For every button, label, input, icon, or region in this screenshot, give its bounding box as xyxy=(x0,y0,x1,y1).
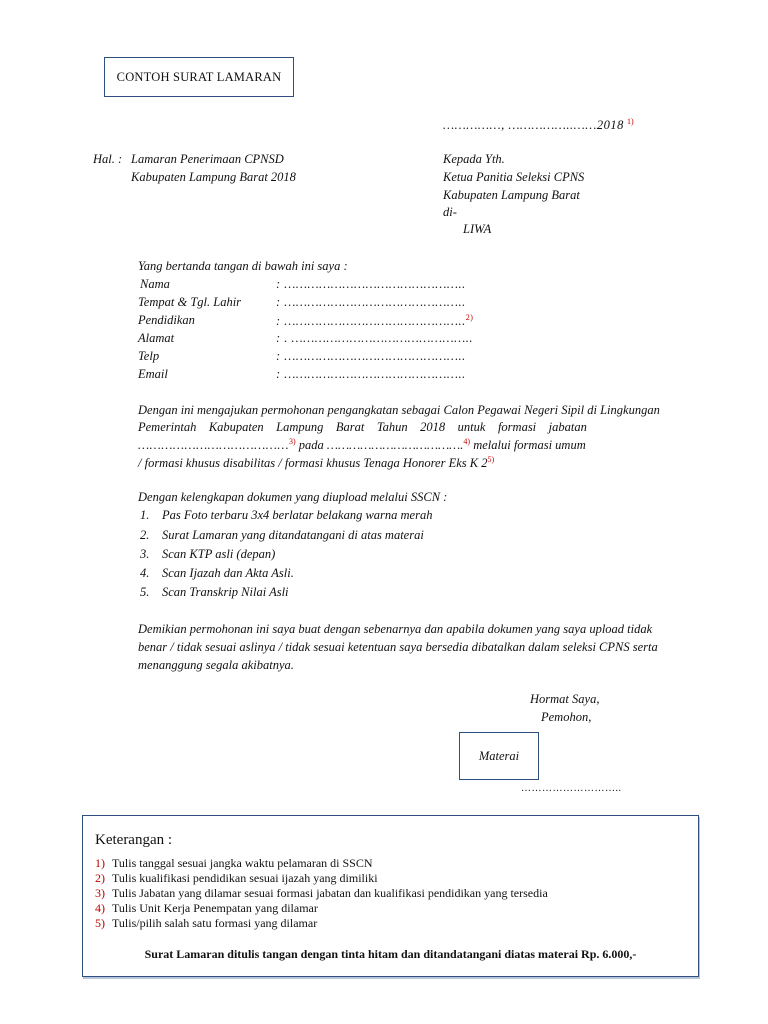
paragraph-1-line-4: / formasi khusus disabilitas / formasi khusus Tenaga Honorer Eks K 2$^{5)}$ xyxy=(138,455,495,471)
note-item: 5) Tulis/pilih salah satu formasi yang dilamar xyxy=(95,916,318,930)
materai-box xyxy=(459,732,539,780)
signature-role: Pemohon, xyxy=(541,710,592,724)
signature-name-line: ……………………….. xyxy=(521,783,622,794)
note-item: 1) Tulis tanggal sesuai jangka waktu pelamaran di SSCN xyxy=(95,856,373,870)
document-item: 1. Pas Foto terbaru 3x4 berlatar belakang warna merah xyxy=(140,508,433,522)
subject-label: Hal. : xyxy=(93,152,123,166)
subject-line-2: Kabupaten Lampung Barat 2018 xyxy=(131,170,296,184)
document-title: CONTOH SURAT LAMARAN xyxy=(116,69,282,84)
subject-line-1: Lamaran Penerimaan CPNSD xyxy=(131,152,284,166)
document-item: 2. Surat Lamaran yang ditandatangani di atas materai xyxy=(140,528,424,542)
recipient-line-1: Kepada Yth. xyxy=(443,152,505,166)
note-item: 4) Tulis Unit Kerja Penempatan yang dilamar xyxy=(95,901,318,915)
recipient-line-3: Kabupaten Lampung Barat xyxy=(443,188,580,202)
intro-text: Yang bertanda tangan di bawah ini saya : xyxy=(138,259,348,273)
document-title-box xyxy=(104,57,294,97)
field-value-ttl: : ……………………………………….. xyxy=(276,295,466,309)
field-label-nama: Nama xyxy=(140,277,170,291)
closing-line-1: Demikian permohonan ini saya buat dengan sebenarnya dan apabila dokumen yang saya upload tidak xyxy=(138,622,653,636)
document-item: 4. Scan Ijazah dan Akta Asli. xyxy=(140,566,294,580)
field-label-alamat: Alamat xyxy=(138,331,175,345)
recipient-line-2: Ketua Panitia Seleksi CPNS xyxy=(443,170,585,184)
recipient-line-4: di- xyxy=(443,205,457,219)
paragraph-1-line-2: Pemerintah Kabupaten Lampung Barat Tahun 2018 untuk formasi jabatan xyxy=(138,420,587,434)
field-label-pendidikan: Pendidikan xyxy=(138,313,195,327)
documents-intro: Dengan kelengkapan dokumen yang diupload melalui SSCN : xyxy=(138,490,448,504)
field-value-pendidikan: : ………………………………………..$^{2)}$ xyxy=(276,313,474,329)
closing-line-2: benar / tidak sesuai aslinya / tidak sesuai ketentuan saya bersedia dibatalkan dalam seleksi CPNS serta xyxy=(138,640,658,654)
note-item: 3) Tulis Jabatan yang dilamar sesuai formasi jabatan dan kualifikasi pendidikan yang tersedia xyxy=(95,886,548,900)
field-value-telp: : ……………………………………….. xyxy=(276,349,466,363)
materai-label: Materai xyxy=(478,748,520,763)
field-label-email: Email xyxy=(138,367,168,381)
field-label-telp: Telp xyxy=(138,349,160,363)
signature-greeting: Hormat Saya, xyxy=(530,692,600,706)
note-item: 2) Tulis kualifikasi pendidikan sesuai ijazah yang dimiliki xyxy=(95,871,378,885)
notes-box xyxy=(82,815,699,977)
paragraph-1-line-1: Dengan ini mengajukan permohonan pengangkatan sebagai Calon Pegawai Negeri Sipil di Lingkungan xyxy=(138,403,660,417)
field-value-alamat: : . ……………………………………….. xyxy=(276,331,474,345)
field-value-email: : ……………………………………….. xyxy=(276,367,466,381)
paragraph-1-line-3: …………………………………$^{3)}$ pada ……………………………….$^{4)}$ melalui formasi umum xyxy=(138,437,586,453)
closing-line-3: menanggung segala akibatnya. xyxy=(138,658,294,672)
recipient-city: LIWA xyxy=(463,222,492,236)
field-value-nama: : ……………………………………….. xyxy=(276,277,466,291)
date-line: ……………, ……………..……2018 $^{1)}$ xyxy=(443,117,634,133)
notes-footer: Surat Lamaran ditulis tangan dengan tinta hitam dan ditandatangani diatas materai Rp. 6.000,- xyxy=(144,947,637,961)
field-label-ttl: Tempat & Tgl. Lahir xyxy=(138,295,242,309)
notes-title: Keterangan : xyxy=(95,832,173,848)
document-item: 5. Scan Transkrip Nilai Asli xyxy=(140,585,289,599)
document-item: 3. Scan KTP asli (depan) xyxy=(140,547,276,561)
